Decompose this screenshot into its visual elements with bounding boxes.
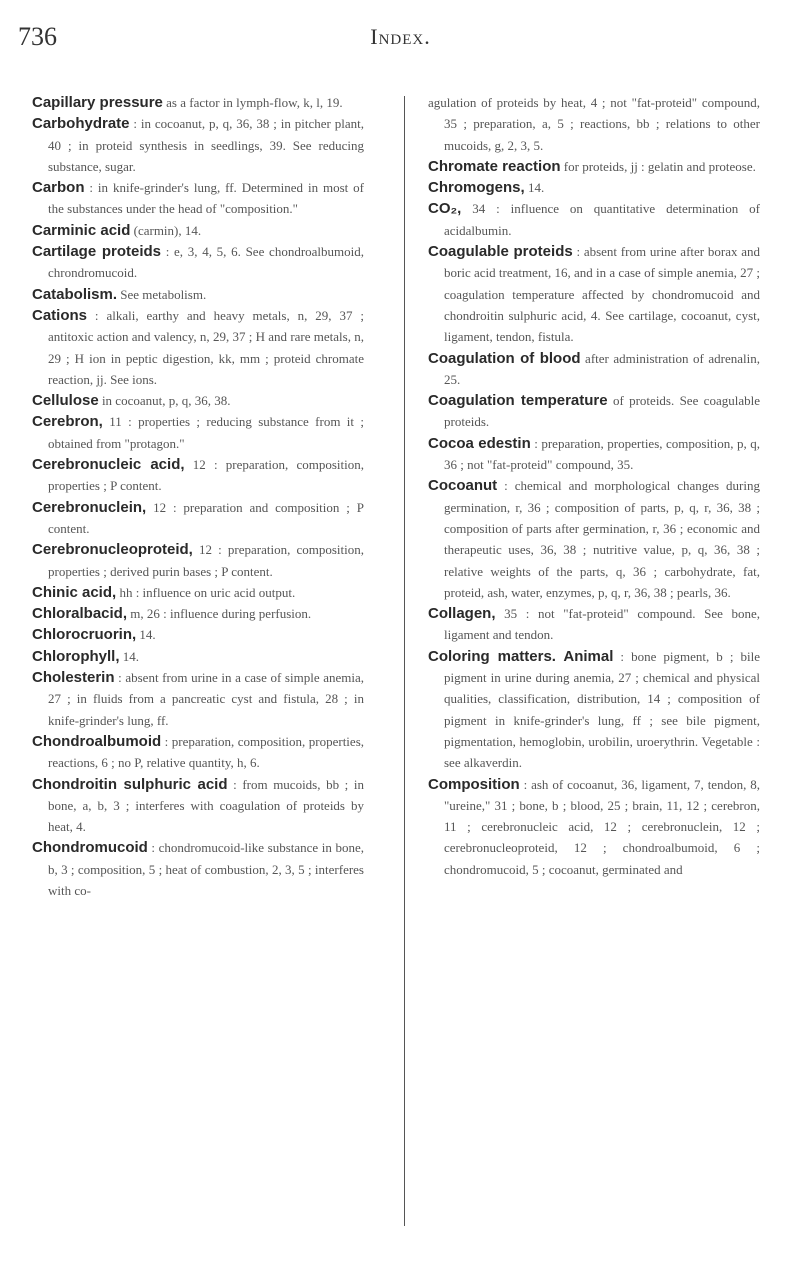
entry-headword: Chinic acid, bbox=[32, 583, 117, 601]
entry-headword: Chondroalbumoid bbox=[32, 732, 162, 750]
entry-references: of proteids. See coagulable proteids. bbox=[444, 393, 760, 430]
entry-headword: Coloring matters. Animal bbox=[428, 647, 614, 665]
entry-headword: Coagulation of blood bbox=[428, 349, 581, 367]
entry-references: : in cocoanut, p, q, 36, 38 ; in pitcher plant, 40 ; in proteid synthesis in seedlings, 39. See reducing substance, sugar. bbox=[48, 116, 364, 174]
entry-references: m, 26 : influence during perfusion. bbox=[127, 606, 312, 622]
entry-headword: Chromate reaction bbox=[428, 157, 561, 175]
entry-headword: Carminic acid bbox=[32, 221, 131, 239]
index-entry bbox=[428, 177, 760, 198]
entry-headword: Coagulable proteids bbox=[428, 243, 573, 261]
index-entry bbox=[32, 220, 364, 241]
entry-headword: Cocoa edestin bbox=[428, 434, 531, 452]
entry-references: : in knife-grinder's lung, ff. Determined in most of the substances under the head of "composition." bbox=[48, 180, 364, 217]
index-entry bbox=[32, 497, 364, 540]
index-entry bbox=[32, 603, 364, 624]
index-entry bbox=[428, 348, 760, 391]
entry-headword: Cerebronucleoproteid, bbox=[32, 541, 193, 559]
entry-references: 14. bbox=[524, 180, 545, 196]
index-entry bbox=[32, 837, 364, 901]
index-entry bbox=[32, 390, 364, 411]
entry-headword: CO₂, bbox=[428, 200, 462, 218]
entry-references: : from mucoids, bb ; in bone, a, b, 3 ; interferes with coagulation of proteids by heat, 4. bbox=[48, 776, 364, 835]
index-entry bbox=[32, 113, 364, 177]
entry-references: 12 : preparation, composition, properties ; P content. bbox=[48, 457, 364, 494]
index-entry bbox=[428, 198, 760, 241]
index-entry bbox=[428, 241, 760, 347]
index-entry bbox=[32, 454, 364, 497]
index-entry bbox=[428, 603, 760, 646]
index-entry bbox=[32, 177, 364, 220]
entry-headword: Chlorophyll, bbox=[32, 647, 120, 665]
page-header bbox=[0, 22, 801, 62]
entry-headword: Chromogens, bbox=[428, 179, 525, 197]
entry-references: 35 : not "fat-proteid" compound. See bone, ligament and tendon. bbox=[444, 606, 760, 643]
entry-headword: Cerebronuclein, bbox=[32, 498, 147, 516]
entry-references: : preparation, composition, properties, reactions, 6 ; no P, relative quantity, h, 6. bbox=[48, 733, 364, 771]
entry-headword: Chondroitin sulphuric acid bbox=[32, 775, 228, 793]
entry-headword: Chlorocruorin, bbox=[32, 626, 137, 644]
index-entry bbox=[428, 390, 760, 433]
entry-references: agulation of proteids by heat, 4 ; not "fat-proteid" compound, 35 ; preparation, a, 5 ; reactions, bb ; relations to other mucoids, g, 2, 3, 5. bbox=[428, 95, 760, 153]
entry-references: for proteids, jj : gelatin and proteose. bbox=[560, 158, 756, 174]
index-entry bbox=[32, 539, 364, 582]
index-entry bbox=[428, 774, 760, 880]
entry-headword: Composition bbox=[428, 775, 520, 793]
entry-headword: Cations bbox=[32, 306, 88, 324]
entry-headword: Cellulose bbox=[32, 392, 99, 410]
entry-headword: Carbohydrate bbox=[32, 115, 130, 133]
entry-headword: Coagulation temperature bbox=[428, 392, 608, 410]
left-column bbox=[32, 92, 364, 901]
index-entry bbox=[32, 731, 364, 774]
entry-headword: Cerebronucleic acid, bbox=[32, 456, 185, 474]
entry-references: : chemical and morphological changes during germination, r, 36 ; composition of parts, p, q, r, 36, 38 ; composition of parts after germination, r, 36 ; economic and therapeutic uses, 36, 38 ; nutritive value, p, q, 36, 38 ; relative weights of the parts, q, 36 ; carbohydrate, fat, proteid, ash, water, enzymes, p, q, r, 36, 38 ; pearls, 36. bbox=[444, 478, 760, 600]
entry-references: 12 : preparation and composition ; P content. bbox=[48, 499, 364, 536]
column-divider bbox=[404, 96, 405, 1226]
entry-references: 34 : influence on quantitative determination of acidalbumin. bbox=[444, 201, 760, 238]
entry-headword: Cocoanut bbox=[428, 477, 498, 495]
entry-headword: Capillary pressure bbox=[32, 94, 163, 111]
index-entry bbox=[32, 305, 364, 390]
page-number: 736 bbox=[18, 22, 57, 51]
entry-headword: Chondromucoid bbox=[32, 839, 148, 857]
index-entry bbox=[32, 646, 364, 667]
entry-references: (carmin), 14. bbox=[130, 222, 202, 238]
index-entry bbox=[428, 475, 760, 603]
index-entry bbox=[32, 411, 364, 454]
index-entry bbox=[32, 667, 364, 731]
entry-headword: Chloralbacid, bbox=[32, 605, 128, 623]
entry-references: in cocoanut, p, q, 36, 38. bbox=[98, 393, 231, 409]
index-entry bbox=[32, 624, 364, 645]
entry-references: after administration of adrenalin, 25. bbox=[444, 350, 760, 387]
index-entry bbox=[428, 92, 760, 156]
index-entry bbox=[32, 582, 364, 603]
entry-references: hh : influence on uric acid output. bbox=[116, 584, 296, 600]
index-entry bbox=[428, 156, 760, 177]
entry-references: : chondromucoid-like substance in bone, b, 3 ; composition, 5 ; heat of combustion, 2, 3, 5 ; interferes with co- bbox=[48, 840, 364, 898]
entry-references: 11 : properties ; reducing substance from it ; obtained from "protagon." bbox=[48, 414, 364, 451]
index-entry bbox=[32, 774, 364, 838]
entry-references: 14. bbox=[136, 627, 156, 643]
index-entry bbox=[32, 284, 364, 305]
entry-headword: Cerebron, bbox=[32, 413, 103, 431]
entry-references: : absent from urine after borax and boric acid treatment, 16, and in a case of simple anemia, 27 ; coagulation temperature affected by chondromucoid and chondroitin sulphuric acid, 4. See cartilage, cocoanut, cyst, ligament, tendon, fistula. bbox=[444, 244, 761, 345]
entry-references: as a factor in lymph-flow, k, l, 19. bbox=[162, 95, 343, 110]
entry-headword: Cartilage proteids bbox=[32, 243, 161, 261]
entry-headword: Cholesterin bbox=[32, 669, 115, 687]
page-title: Index. bbox=[370, 24, 431, 49]
right-column bbox=[428, 92, 760, 880]
entry-references: : bone pigment, b ; bile pigment in urine during anemia, 27 ; chemical and physical qualities, classification, distribution, 14 ; composition of pigment in knife-grinder's lung, ff ; see bile pigment, pigmentation, hemoglobin, urobilin, uroerythrin. Vegetable : see alkaverdin. bbox=[444, 648, 760, 771]
entry-references: : preparation, properties, composition, p, q, 36 ; not "fat-proteid" compound, 35. bbox=[444, 435, 760, 473]
entry-references: : e, 3, 4, 5, 6. See chondroalbumoid, chrondromucoid. bbox=[48, 244, 365, 281]
entry-references: : ash of cocoanut, 36, ligament, 7, tendon, 8, "ureine," 31 ; bone, b ; blood, 25 ; brain, 11, 12 ; cerebron, 11 ; cerebronucleic acid, 12 ; cerebronuclein, 12 ; cerebronucleoproteid, 12 ; chondroalbumoid, 6 ; chondromucoid, 5 ; cocoanut, germinated and bbox=[444, 776, 760, 877]
entry-headword: Carbon bbox=[32, 179, 85, 197]
entry-headword: Catabolism. bbox=[32, 285, 118, 303]
entry-references: 14. bbox=[119, 648, 139, 664]
index-entry bbox=[428, 646, 760, 774]
entry-references: : absent from urine in a case of simple anemia, 27 ; in fluids from a pancreatic cyst and fistula, 28 ; in knife-grinder's lung, ff. bbox=[48, 670, 364, 728]
entry-headword: Collagen, bbox=[428, 605, 496, 623]
entry-references: 12 : preparation, composition, properties ; derived purin bases ; P content. bbox=[48, 542, 364, 579]
entry-references: See metabolism. bbox=[117, 286, 207, 302]
index-entry bbox=[32, 241, 364, 284]
entry-references: : alkali, earthy and heavy metals, n, 29, 37 ; antitoxic action and valency, n, 29, 37 ; H and rare metals, n, 29 ; H ion in peptic digestion, kk, mm ; proteid chromate reaction, jj. See ions. bbox=[48, 307, 364, 387]
index-entry bbox=[32, 92, 364, 113]
index-entry bbox=[428, 433, 760, 476]
